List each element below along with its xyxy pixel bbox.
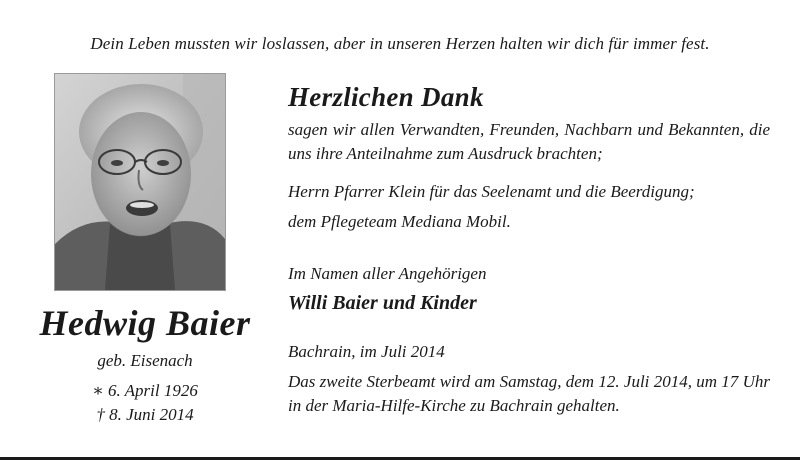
portrait-photo: [54, 73, 226, 291]
memorial-service-notice: Das zweite Sterbeamt wird am Samstag, dem 12. Juli 2014, um 17 Uhr in der Maria-Hilfe-Kirche zu Bachrain gehalten.: [288, 372, 770, 415]
thanks-paragraph: sagen wir allen Verwandten, Freunden, Nachbarn und Bekannten, die uns ihre Anteilnahme zum Ausdruck brachten;: [288, 120, 770, 163]
deceased-name: Hedwig Baier: [39, 303, 251, 343]
thanks-pastor: Herrn Pfarrer Klein für das Seelenamt und die Beerdigung;: [288, 182, 695, 201]
signoff-intro: Im Namen aller Angehörigen: [288, 264, 487, 283]
death-date: † 8. Juni 2014: [96, 405, 194, 424]
motto-line: Dein Leben mussten wir loslassen, aber in unseren Herzen halten wir dich für immer fest.: [90, 34, 710, 53]
thanks-heading: Herzlichen Dank: [288, 82, 484, 112]
maiden-name: geb. Eisenach: [97, 351, 193, 370]
thanks-care-team: dem Pflegeteam Mediana Mobil.: [288, 212, 511, 231]
place-date: Bachrain, im Juli 2014: [288, 342, 445, 361]
birth-date: ∗ 6. April 1926: [92, 381, 198, 400]
signer-name: Willi Baier und Kinder: [288, 292, 477, 314]
